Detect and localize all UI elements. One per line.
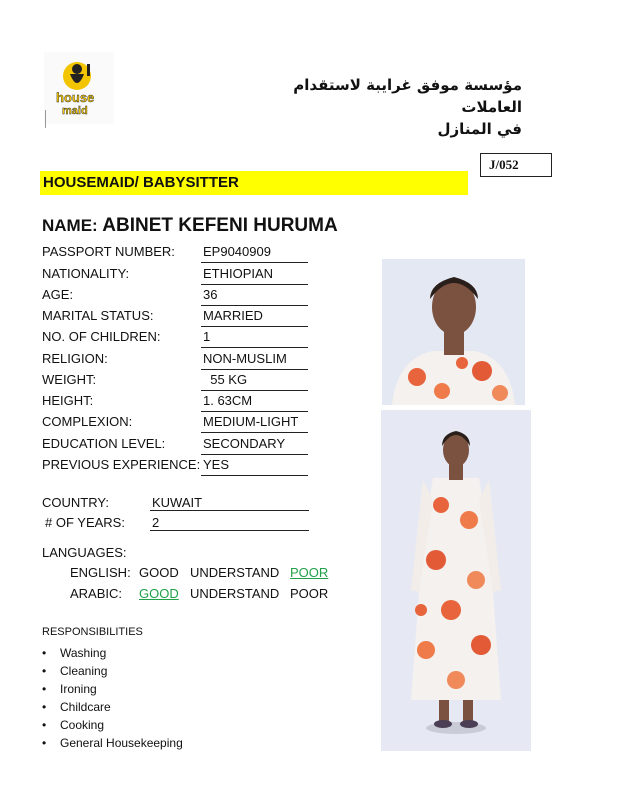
svg-text:house: house bbox=[56, 90, 95, 105]
company-name-arabic bbox=[262, 74, 522, 140]
detail-value: EP9040909 bbox=[201, 243, 308, 263]
list-item: • Ironing bbox=[42, 680, 183, 698]
lang-english-understand: UNDERSTAND bbox=[190, 565, 280, 580]
lang-english-poor-selected: POOR bbox=[290, 565, 329, 580]
company-logo bbox=[44, 52, 114, 124]
years-label: # OF YEARS: bbox=[45, 515, 125, 530]
detail-label: PREVIOUS EXPERIENCE: bbox=[42, 457, 201, 472]
languages-title: LANGUAGES: bbox=[42, 545, 127, 560]
list-item: • Cooking bbox=[42, 716, 183, 734]
detail-label: AGE: bbox=[42, 287, 74, 302]
name-label: NAME: bbox=[42, 216, 98, 235]
detail-value: 55 KG bbox=[201, 371, 308, 391]
svg-text:maid: maid bbox=[62, 105, 88, 117]
lang-arabic-label: ARABIC: bbox=[70, 586, 123, 601]
country-value: KUWAIT bbox=[150, 495, 309, 511]
detail-label: MARITAL STATUS: bbox=[42, 308, 154, 323]
detail-label: COMPLEXION: bbox=[42, 414, 133, 429]
years-value: 2 bbox=[150, 515, 309, 531]
company-name-line1: مؤسسة موفق غرايبة لاستقدام العاملات bbox=[293, 76, 522, 116]
responsibilities-title: RESPONSIBILITIES bbox=[42, 626, 143, 638]
detail-value: 1. 63CM bbox=[201, 392, 308, 412]
detail-label: NATIONALITY: bbox=[42, 266, 130, 281]
lang-arabic-understand: UNDERSTAND bbox=[190, 586, 280, 601]
detail-value: ETHIOPIAN bbox=[201, 265, 308, 285]
detail-label: PASSPORT NUMBER: bbox=[42, 244, 175, 259]
detail-value: NON-MUSLIM bbox=[201, 350, 308, 370]
list-item: • Childcare bbox=[42, 698, 183, 716]
list-item: • General Housekeeping bbox=[42, 734, 183, 752]
detail-value: 1 bbox=[201, 328, 308, 348]
list-item: • Washing bbox=[42, 644, 183, 662]
lang-arabic-good-selected: GOOD bbox=[139, 586, 179, 601]
candidate-name bbox=[42, 215, 338, 237]
lang-english-good: GOOD bbox=[139, 565, 179, 580]
headshot-photo bbox=[382, 259, 525, 405]
list-item: • Cleaning bbox=[42, 662, 183, 680]
name-value: ABINET KEFENI HURUMA bbox=[102, 215, 338, 236]
position-banner: HOUSEMAID/ BABYSITTER bbox=[40, 171, 468, 195]
detail-value: MEDIUM-LIGHT bbox=[201, 413, 308, 433]
detail-value: YES bbox=[201, 456, 308, 476]
reference-code: J/052 bbox=[480, 153, 552, 177]
detail-value: MARRIED bbox=[201, 307, 308, 327]
responsibilities-list bbox=[42, 644, 183, 752]
lang-arabic-poor: POOR bbox=[290, 586, 329, 601]
company-name-line2: في المنازل bbox=[437, 120, 522, 138]
lang-english-label: ENGLISH: bbox=[70, 565, 131, 580]
detail-label: NO. OF CHILDREN: bbox=[42, 329, 161, 344]
detail-value: 36 bbox=[201, 286, 308, 306]
detail-label: WEIGHT: bbox=[42, 372, 97, 387]
full-body-photo bbox=[381, 410, 531, 751]
detail-value: SECONDARY bbox=[201, 435, 308, 455]
divider bbox=[45, 110, 46, 128]
detail-label: RELIGION: bbox=[42, 351, 108, 366]
detail-label: EDUCATION LEVEL: bbox=[42, 436, 166, 451]
detail-label: HEIGHT: bbox=[42, 393, 94, 408]
country-label: COUNTRY: bbox=[42, 495, 109, 510]
